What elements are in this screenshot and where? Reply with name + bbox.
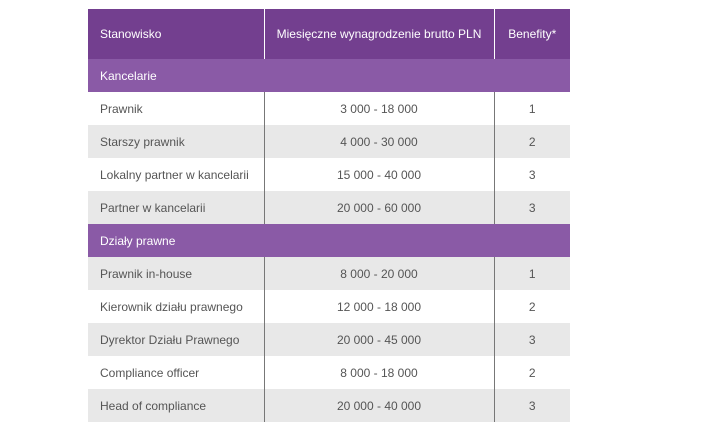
position-cell: Kierownik działu prawnego — [88, 290, 264, 323]
section-row-kancelarie — [88, 59, 570, 92]
position-cell: Dyrektor Działu Prawnego — [88, 323, 264, 356]
header-salary: Miesięczne wynagrodzenie brutto PLN — [264, 9, 494, 59]
header-position: Stanowisko — [88, 9, 264, 59]
salary-cell: 20 000 - 40 000 — [264, 389, 494, 422]
table-row — [88, 191, 570, 224]
benefits-cell: 1 — [494, 257, 570, 290]
benefits-cell: 3 — [494, 389, 570, 422]
salary-cell: 20 000 - 45 000 — [264, 323, 494, 356]
benefits-cell: 2 — [494, 290, 570, 323]
benefits-cell: 2 — [494, 125, 570, 158]
table-header-row — [88, 9, 570, 59]
position-cell: Head of compliance — [88, 389, 264, 422]
benefits-cell: 3 — [494, 158, 570, 191]
salary-cell: 12 000 - 18 000 — [264, 290, 494, 323]
section-title: Kancelarie — [88, 59, 570, 92]
table-row — [88, 356, 570, 389]
section-row-dzialy-prawne — [88, 224, 570, 257]
position-cell: Partner w kancelarii — [88, 191, 264, 224]
position-cell: Lokalny partner w kancelarii — [88, 158, 264, 191]
position-cell: Starszy prawnik — [88, 125, 264, 158]
table-row — [88, 290, 570, 323]
table-row — [88, 257, 570, 290]
salary-cell: 15 000 - 40 000 — [264, 158, 494, 191]
table-row — [88, 92, 570, 125]
position-cell: Prawnik — [88, 92, 264, 125]
benefits-cell: 3 — [494, 191, 570, 224]
salary-cell: 8 000 - 20 000 — [264, 257, 494, 290]
table-row — [88, 125, 570, 158]
header-benefits: Benefity* — [494, 9, 570, 59]
table-row — [88, 323, 570, 356]
table-row — [88, 158, 570, 191]
table-row — [88, 389, 570, 422]
position-cell: Compliance officer — [88, 356, 264, 389]
salary-cell: 8 000 - 18 000 — [264, 356, 494, 389]
benefits-cell: 2 — [494, 356, 570, 389]
salary-cell: 3 000 - 18 000 — [264, 92, 494, 125]
salary-cell: 20 000 - 60 000 — [264, 191, 494, 224]
salary-cell: 4 000 - 30 000 — [264, 125, 494, 158]
salary-table — [88, 9, 570, 422]
section-title: Działy prawne — [88, 224, 570, 257]
benefits-cell: 3 — [494, 323, 570, 356]
benefits-cell: 1 — [494, 92, 570, 125]
position-cell: Prawnik in-house — [88, 257, 264, 290]
